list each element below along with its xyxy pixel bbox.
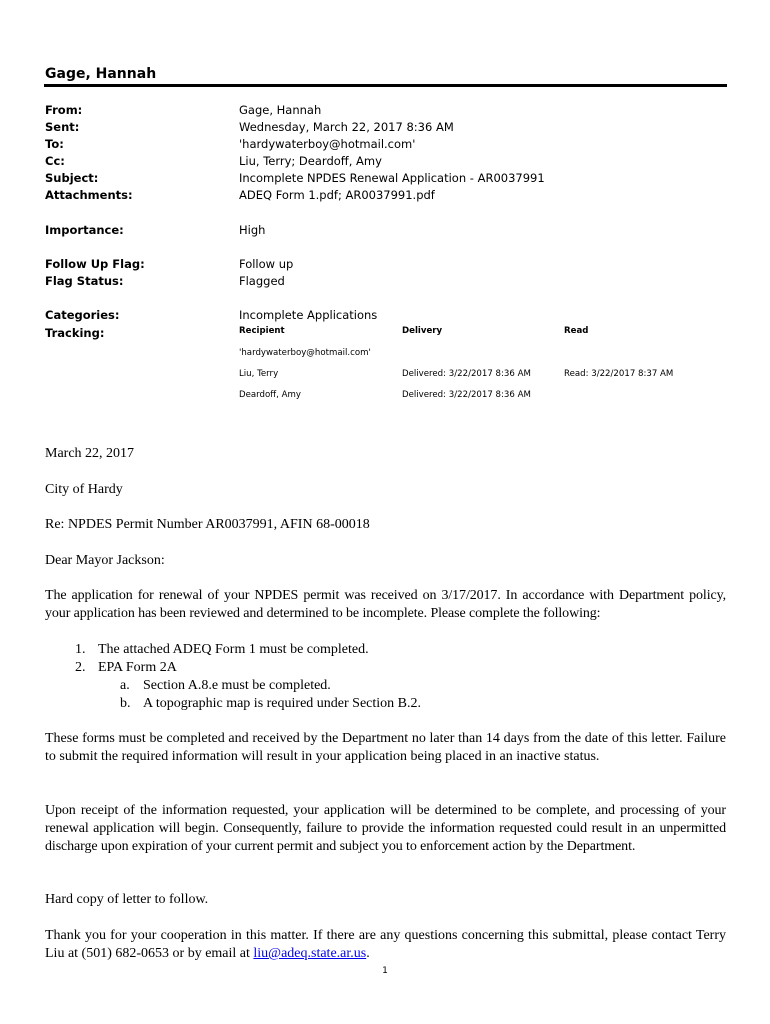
sub-item-text: A topographic map is required under Section B.2. [143,696,421,711]
flag-status-value: Flagged [239,274,285,288]
letter-paragraph: These forms must be completed and received by the Department no later than 14 days from the date of this letter. Failure to submit the required information will result in your application being placed in an inactive status. [45,731,726,764]
closing-period: . [366,946,370,961]
tracking-cell-recipient: 'hardywaterboy@hotmail.com' [239,348,371,358]
letter-salutation: Dear Mayor Jackson: [45,553,165,568]
cc-label: Cc: [45,154,65,168]
page-number: 1 [382,966,388,976]
mailbox-owner-name: Gage, Hannah [45,66,157,82]
letter-paragraph: Upon receipt of the information requested, your application will be determined to be complete, and processing of your renewal application will begin. Consequently, failure to provide the information requested could result in an unpermitted discharge upon expiration of your current permit and subject you to enforcement action by the Department. [45,803,726,854]
tracking-cell-read: Read: 3/22/2017 8:37 AM [564,369,674,379]
follow-up-flag-label: Follow Up Flag: [45,257,145,271]
categories-label: Categories: [45,308,120,322]
sent-value: Wednesday, March 22, 2017 8:36 AM [239,120,454,134]
list-item-number: 1. [75,642,86,657]
attachments-value: ADEQ Form 1.pdf; AR0037991.pdf [239,188,435,202]
list-item-text: EPA Form 2A [98,660,177,675]
tracking-col-read: Read [564,326,589,336]
letter-paragraph: Hard copy of letter to follow. [45,892,209,907]
tracking-cell-recipient: Liu, Terry [239,369,279,379]
sent-label: Sent: [45,120,80,134]
flag-status-label: Flag Status: [45,274,124,288]
email-link[interactable]: liu@adeq.state.ar.us [253,946,367,961]
subject-value: Incomplete NPDES Renewal Application - AR0037991 [239,171,545,185]
tracking-cell-recipient: Deardoff, Amy [239,390,301,400]
follow-up-flag-value: Follow up [239,257,294,271]
to-value: 'hardywaterboy@hotmail.com' [239,137,416,151]
sub-item-letter: a. [120,678,130,693]
from-label: From: [45,103,83,117]
tracking-cell-delivery: Delivered: 3/22/2017 8:36 AM [402,369,531,379]
categories-value: Incomplete Applications [239,308,378,322]
sub-item-text: Section A.8.e must be completed. [143,678,331,693]
letter-date: March 22, 2017 [45,446,135,461]
tracking-col-delivery: Delivery [402,326,443,336]
sub-item-letter: b. [120,696,131,711]
letter-addressee: City of Hardy [45,482,123,497]
letter-paragraph: The application for renewal of your NPDES permit was received on 3/17/2017. In accordance with Department policy, your application has been reviewed and determined to be incomplete. Please complete the following: [45,588,726,621]
tracking-cell-delivery: Delivered: 3/22/2017 8:36 AM [402,390,531,400]
importance-label: Importance: [45,223,124,237]
cc-value: Liu, Terry; Deardoff, Amy [239,154,382,168]
attachments-label: Attachments: [45,188,133,202]
subject-label: Subject: [45,171,99,185]
to-label: To: [45,137,64,151]
list-item-text: The attached ADEQ Form 1 must be completed. [98,642,369,657]
closing-text: Thank you for your cooperation in this matter. If there are any questions concerning this submittal, please contact Terry Liu at (501) 682-0653 or by email at [45,928,726,961]
letter-closing-paragraph [45,927,726,963]
tracking-col-recipient: Recipient [239,326,285,336]
header-rule [44,84,727,87]
list-item-number: 2. [75,660,86,675]
importance-value: High [239,223,266,237]
tracking-label: Tracking: [45,326,105,340]
from-value: Gage, Hannah [239,103,322,117]
letter-re-line: Re: NPDES Permit Number AR0037991, AFIN 68-00018 [45,517,370,532]
